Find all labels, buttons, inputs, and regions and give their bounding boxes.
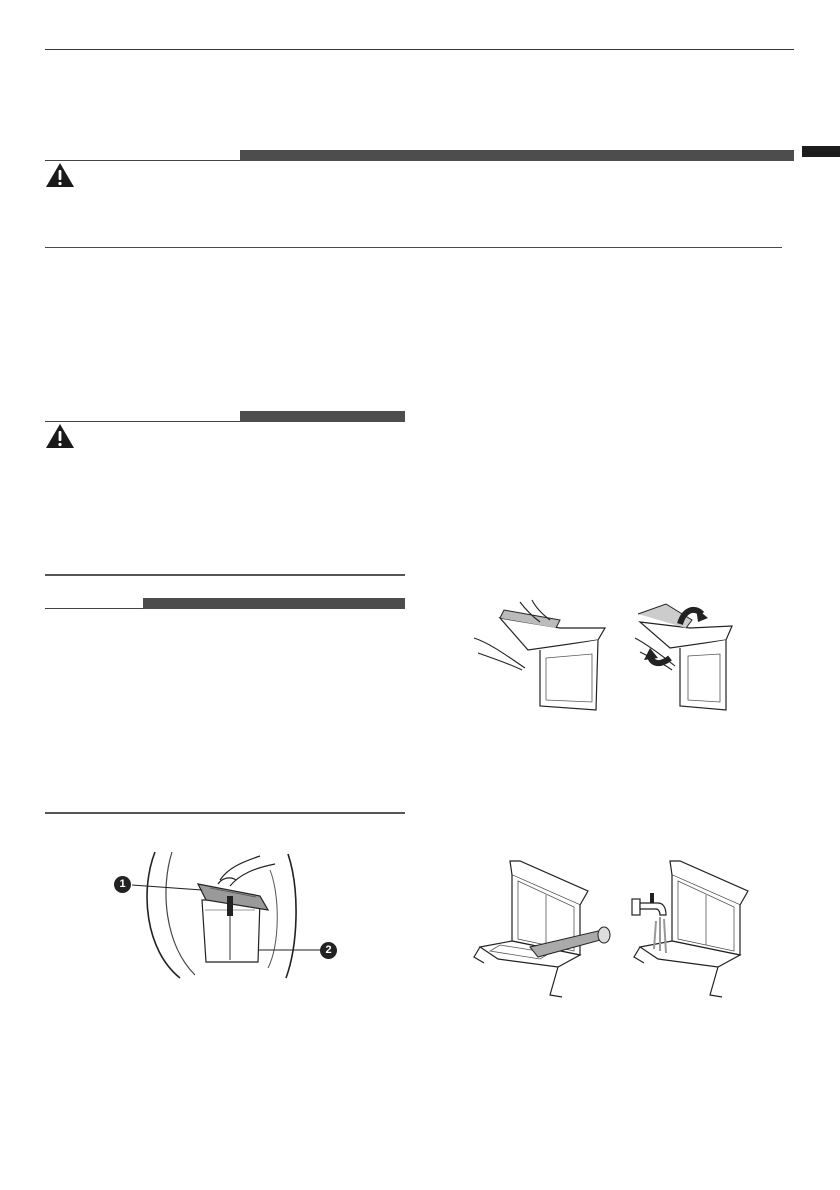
faucet-icon [632, 861, 748, 997]
brush-icon [474, 861, 610, 997]
figure-filter-rinse [470, 855, 770, 1005]
warning-box-top-header [45, 150, 794, 161]
hands-icon [474, 600, 605, 710]
callout-1: 1 [114, 876, 131, 893]
warning-box-left-header [45, 411, 405, 422]
header-rule [45, 49, 794, 50]
warning-triangle-icon [45, 423, 75, 449]
callout-2: 2 [320, 942, 337, 959]
note-box-bottom-rule [45, 812, 405, 814]
warning-triangle-icon [45, 162, 75, 188]
language-tab [802, 146, 840, 157]
figure-filter-open [470, 598, 770, 713]
note-box-header [45, 598, 405, 609]
warning-box-top-bottom-rule [45, 247, 782, 248]
figure-filter-in-door [110, 850, 350, 985]
rotate-arrow-icon [635, 604, 732, 710]
warning-box-left-bottom-rule [45, 574, 405, 576]
